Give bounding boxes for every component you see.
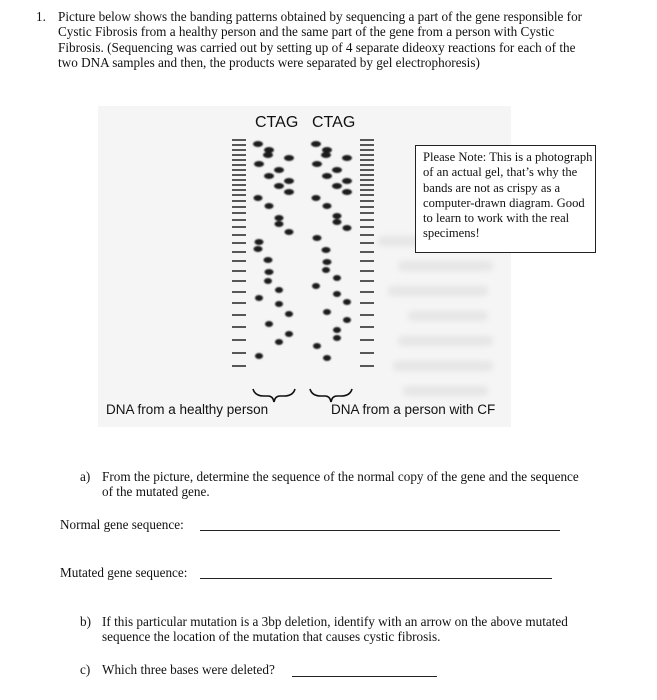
- part-a-letter: a): [80, 469, 91, 484]
- part-b: [80, 614, 580, 645]
- question-1: [36, 9, 596, 71]
- part-b-text: If this particular mutation is a 3bp deletion, identify with an arrow on the above mutated sequence the location of the mutation that causes cystic fibrosis.: [102, 614, 568, 645]
- part-a-text: From the picture, determine the sequence of the normal copy of the gene and the sequence of the mutated gene.: [102, 469, 579, 500]
- note-box: Please Note: This is a photograph of an actual gel, that’s why the bands are not as crispy as a computer-drawn diagram. Good to learn to work with the real specimens!: [415, 145, 596, 253]
- part-a: [80, 469, 580, 500]
- question-1-number: 1.: [36, 9, 46, 24]
- part-c-text: Which three bases were deleted?: [102, 662, 275, 677]
- part-b-letter: b): [80, 614, 91, 629]
- label-healthy-dna: DNA from a healthy person: [106, 402, 269, 417]
- normal-sequence-answer-line[interactable]: [200, 530, 560, 531]
- question-1-text: Picture below shows the banding patterns obtained by sequencing a part of the gene responsible for Cystic Fibrosis from a healthy person and the same part of the gene from a person with Cystic Fibrosis. (Sequencing was carried out by setting up of 4 separate dideoxy reactions for each of the two DNA samples and then, the products were separated by gel electrophoresis): [58, 9, 583, 71]
- label-cf-dna: DNA from a person with CF: [331, 402, 496, 417]
- lane-header-healthy: CTAG: [255, 114, 299, 131]
- mutated-sequence-label: Mutated gene sequence:: [60, 565, 188, 580]
- mutated-sequence-answer-line[interactable]: [200, 578, 552, 579]
- deleted-bases-answer-line[interactable]: [292, 676, 437, 677]
- lane-header-cf: CTAG: [312, 114, 356, 131]
- part-c-letter: c): [80, 662, 91, 677]
- normal-sequence-label: Normal gene sequence:: [60, 517, 184, 532]
